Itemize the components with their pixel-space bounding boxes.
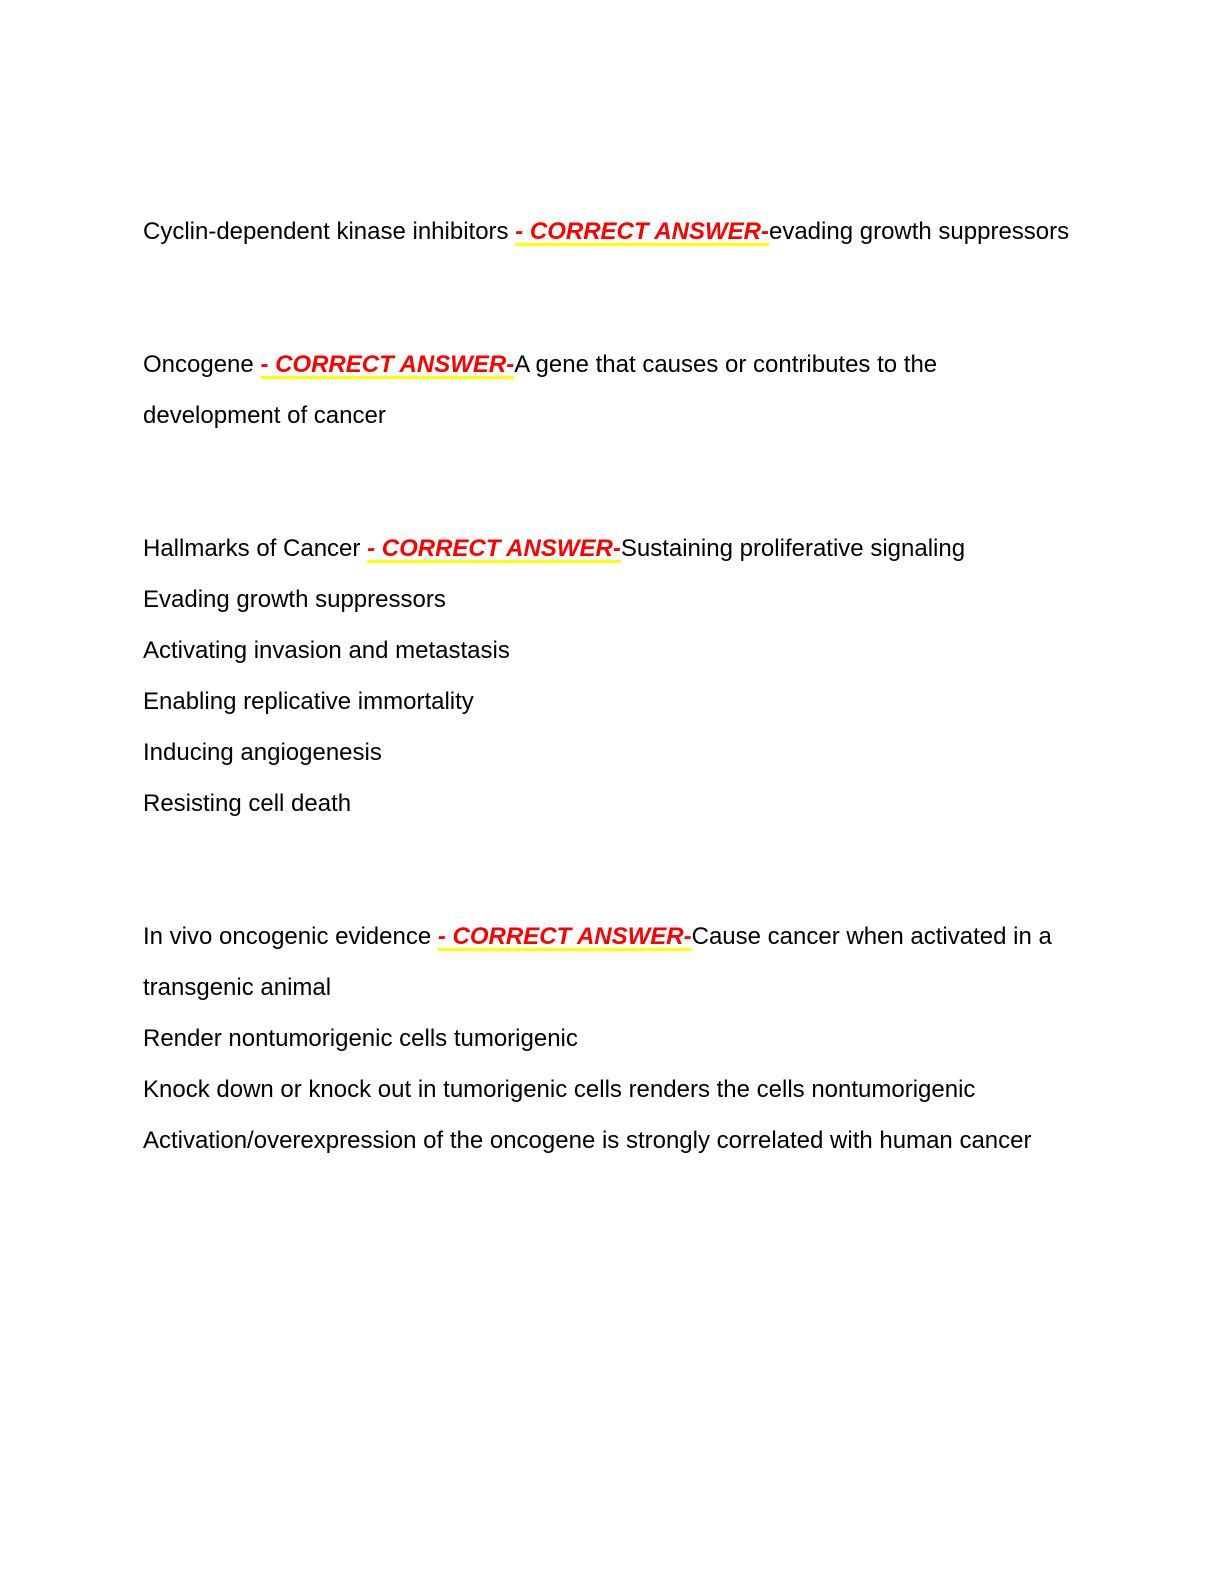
flashcard-entry — [143, 339, 1073, 441]
answer: evading growth suppressors — [768, 218, 1070, 245]
flashcard-entry — [143, 911, 1073, 1166]
correct-answer-marker: - CORRECT ANSWER- — [515, 218, 769, 245]
question-line — [143, 523, 1073, 574]
answer-line: Activating invasion and metastasis — [143, 637, 510, 664]
correct-answer-marker: - CORRECT ANSWER- — [437, 923, 692, 950]
term: Oncogene — [143, 351, 254, 378]
answer-line: Render nontumorigenic cells tumorigenic — [143, 1025, 578, 1052]
term: In vivo oncogenic evidence — [143, 923, 432, 950]
flashcard-entry — [143, 523, 1073, 829]
answer: Cause cancer when activated in a transgenic animal — [143, 923, 1052, 1001]
term: Cyclin-dependent kinase inhibitors — [143, 218, 509, 245]
flashcard-entry — [143, 206, 1073, 257]
answer: A gene that causes or contributes to the development of cancer — [143, 351, 938, 429]
answer: Sustaining proliferative signaling — [620, 535, 966, 562]
correct-answer-marker: - CORRECT ANSWER- — [367, 535, 621, 562]
correct-answer-marker: - CORRECT ANSWER- — [260, 351, 515, 378]
flashcard-list — [143, 206, 1073, 1248]
term: Hallmarks of Cancer — [143, 535, 361, 562]
question-line — [143, 339, 1073, 441]
answer-line: Evading growth suppressors — [143, 586, 446, 613]
answer-line: Activation/overexpression of the oncogene is strongly correlated with human cancer — [143, 1127, 1032, 1154]
answer-line: Resisting cell death — [143, 790, 352, 817]
answer-line: Enabling replicative immortality — [143, 688, 474, 715]
question-line — [143, 911, 1073, 1013]
answer-line: Inducing angiogenesis — [143, 739, 382, 766]
question-line — [143, 206, 1073, 257]
answer-line: Knock down or knock out in tumorigenic cells renders the cells nontumorigenic — [143, 1076, 976, 1103]
